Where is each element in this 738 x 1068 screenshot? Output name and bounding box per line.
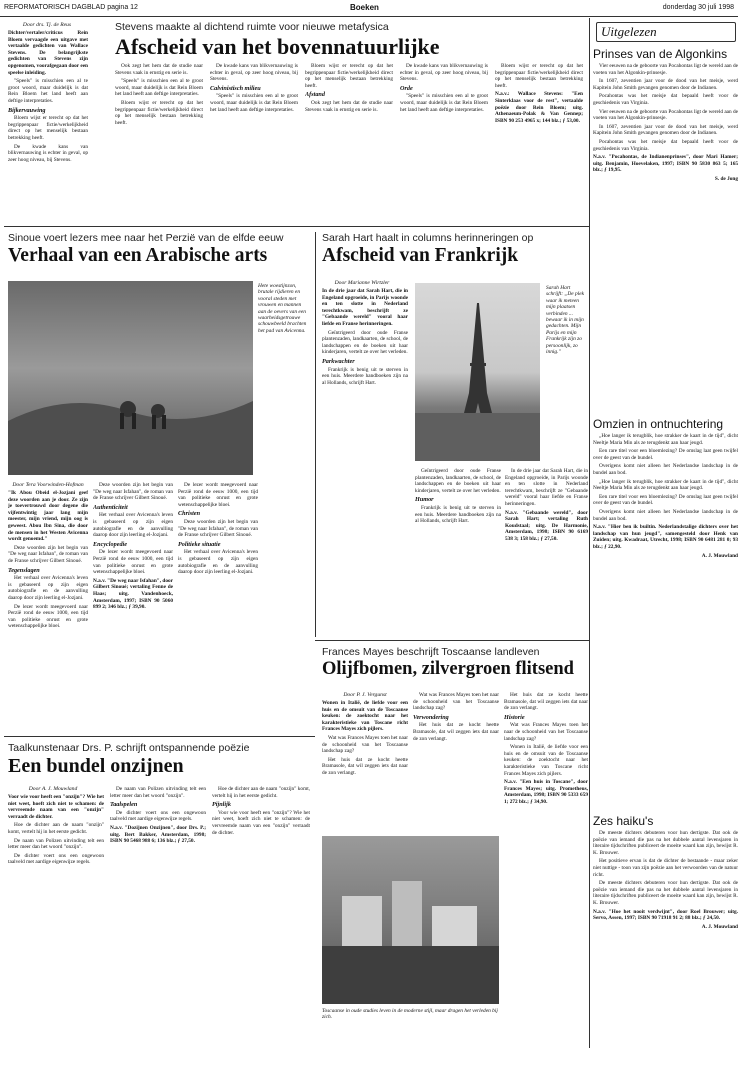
sidebar3-title: Zes haiku's bbox=[593, 814, 654, 828]
article2-para: De lezer wordt meegevoerd naar Perzië rond de eeuw 1000, een tijd van politieke onrust en grote wetenschappelijke bloei. bbox=[93, 549, 173, 576]
sidebar2-body bbox=[593, 433, 738, 751]
sidebar2-info: N.a.v. "Hier ben ik builtin. Nederlandstalige dichters over het landschap van hun jeugd", samengesteld door Henk van Zuiden; uitg. Kwadraat, Utrecht, 1998; ISBN 90 6481 281 0; 93 blz.; ƒ 22,90. bbox=[593, 524, 738, 550]
article2-subhead: Christen bbox=[178, 510, 201, 518]
article4-col3 bbox=[504, 692, 588, 1022]
article4-para: Het huis dat ze kocht heette Bramasole, dat wil zeggen iets dat naar de zon verlangt. bbox=[413, 722, 499, 742]
article1-para: "Speels" is misschien een al te groot woord, maar duidelijk is dat Rein Bloem het land heeft aan deftige interpretaties. bbox=[8, 78, 88, 104]
sidebar3-para: Het positieve ervan is dat de dichter de bestaande - maar zeker niet nuttige - toon van zijn poëzie aan het verwoorden van de natuur richt. bbox=[593, 858, 738, 878]
article1-col2 bbox=[115, 63, 203, 219]
article2-para: Het verhaal over Avicenna's leven is gebaseerd op zijn eigen autobiografie en de aanvulling daarop door zijn leerling el-Jozjani. bbox=[8, 575, 88, 601]
article5-para: Voor wie voor heeft een "onzijn"? Wie het niet weet, hoeft zich niet te schamen: de vervreemde naam van een "onzijn" verraadt de dichter. bbox=[212, 809, 310, 836]
article4-headline: Olijfbomen, zilvergroen flitsend bbox=[322, 660, 574, 679]
article1-subhead: Calvinistisch milieu bbox=[210, 84, 261, 92]
article1-headline: Afscheid van het bovennatuurlijke bbox=[115, 36, 440, 58]
article1-kicker: Stevens maakte al dichtend ruimte voor nieuwe metafysica bbox=[115, 21, 389, 33]
article3-caption: Sarah Hart schrijft: „De plek waar ik meteen mijn plaatsen verbinden ... bewaar ik in mijn gedachten. Mijn Parijs en mijn Frankrijk zijn zo persoonlijk, zo innig." bbox=[546, 285, 585, 356]
article2-para: Deze woorden zijn het begin van "De weg naar Isfahan", de roman van de Franse schrijver Gilbert Sinoué. bbox=[178, 518, 258, 539]
sidebar1-para: Vier eeuwen na de geboorte van Pocahontas ligt de wereld aan de voeten van het Algonkin-prinsesje. bbox=[593, 108, 738, 122]
article2-subhead: Authenticiteit bbox=[93, 503, 128, 511]
sidebar-article-haiku bbox=[593, 815, 738, 1055]
article4-para: Wat was Frances Mayes toen het naar de schoonheid van het Toscaanse landschap zag? bbox=[413, 692, 499, 712]
article3-col2 bbox=[415, 468, 501, 634]
article1-para: De kwade kans van blikvernauwing is echter in geval, op zeer hoog niveau, bij Stevens. bbox=[400, 63, 488, 83]
article3-para: Frankrijk is benig uit te sterven in een huis. Meerdere handboeken zijn na al Hollands, schrijft Hart. bbox=[322, 366, 408, 386]
sidebar2-para: „Hoe langer ik terugblik, hoe strakker de kaart in de tijd", dicht Neeltje Maria Min als ze terugdenkt aan haar jeugd. bbox=[593, 433, 738, 446]
sidebar3-body bbox=[593, 830, 738, 1055]
sidebar1-signature: S. de Jong bbox=[714, 175, 738, 182]
article5-author: Door A. J. Mouwland bbox=[28, 786, 78, 792]
sidebar1-title: Prinses van de Algonkins bbox=[593, 47, 728, 61]
article1-col4 bbox=[305, 63, 393, 219]
sidebar1-info: N.a.v. "Pocahontas, de Indianenprinses", door Mari Hamer; uitg. Benjamin, Hoevelaken, 1997; ISBN 90 5830 863 5; 165 blz.; ƒ 19,95. bbox=[593, 154, 738, 174]
article1-para: "Speels" is misschien een al te groot woord, maar duidelijk is dat Rein Bloem het land heeft aan deftige interpretaties. bbox=[210, 93, 298, 113]
sidebar1-body bbox=[593, 63, 738, 363]
article3-subhead: Parkwachter bbox=[322, 357, 355, 365]
article2-col3 bbox=[178, 482, 258, 728]
article1-col3 bbox=[210, 63, 298, 219]
article4-photo bbox=[322, 836, 499, 1004]
article2-para: Deze woorden zijn het begin van "De weg naar Isfahan", de roman van de Franse schrijver Gilbert Sinoué. bbox=[93, 482, 173, 502]
divider bbox=[315, 640, 589, 641]
article1-para: De kwade kans van blikvernauwing is echter in geval, op zeer hoog niveau, bij Stevens. bbox=[210, 63, 298, 83]
article2-photo bbox=[8, 281, 253, 475]
article1-subhead: Bijkervauwing bbox=[8, 106, 46, 114]
article2-para: Het verhaal over Avicenna's leven is gebaseerd op zijn eigen autobiografie en de aanvulling daarop door zijn leerling el-Jozjani. bbox=[93, 512, 173, 539]
article1-col1 bbox=[8, 30, 88, 218]
article1-para: "Speels" is misschien een al te groot woord, maar duidelijk is dat Rein Bloem het land heeft aan deftige interpretaties. bbox=[400, 93, 488, 113]
article5-subhead: Pijnlijk bbox=[212, 801, 231, 809]
article5-col1 bbox=[8, 794, 104, 1024]
article4-col1 bbox=[322, 700, 408, 830]
sidebar3-para: De meeste dichters debuteren voor hun dertigste. Dat ook de poëzie van iemand die pas na het dubbele aantal levensjaren in literaire tijdschriften publiceert de moeite waard kan zijn, bewijst R. K. Brouwer. bbox=[593, 880, 738, 906]
article1-para: "Speels" is misschien een al te groot woord, maar duidelijk is dat Rein Bloem het land heeft aan deftige interpretaties. bbox=[115, 78, 203, 98]
article1-para: Ook zegt het hem dat de studie naar Stevens vaak in ernstig en serie is. bbox=[115, 63, 203, 76]
uitgelezen-badge bbox=[596, 22, 736, 42]
article2-col1 bbox=[8, 490, 88, 728]
article1-para: Bloem wijst er terecht op dat het begrippenpaar fictie/werkelijkheid direct op het menselijk bestaan betrekking heeft. bbox=[495, 63, 583, 89]
article5-para: De naam van Polizen uitvinding telt een letter meer dan het woord "onzijn". bbox=[8, 837, 104, 851]
article2-para: De lezer wordt meegevoerd naar Perzië rond de eeuw 1000, een tijd van politieke onrust en grote wetenschappelijke bloei. bbox=[178, 482, 258, 508]
sidebar1-para: In 1607, zeventien jaar voor de dood van het meisje, werd Kapitein John Smith gevangen genomen door de Indianen. bbox=[593, 123, 738, 137]
article4-para: Wat was Frances Mayes toen het naar de schoonheid van het Toscaanse landschap zag? bbox=[322, 734, 408, 755]
sidebar2-para: Een rare titel voor een bloemlezing? De omslag laat geen twijfel over de geest van de bundel. bbox=[593, 493, 738, 507]
divider bbox=[4, 736, 315, 737]
article1-para: Bloem wijst er terecht op dat het begrippenpaar fictie/werkelijkheid direct op het menselijk bestaan betrekking heeft. bbox=[115, 99, 203, 126]
article2-author: Door Tera Voorwinden-Hofman bbox=[12, 482, 84, 488]
article4-subhead: Verwondering bbox=[413, 713, 449, 721]
article1-para: Bloem wijst er terecht op dat het begrippenpaar fictie/werkelijkheid direct op het menselijk bestaan betrekking heeft. bbox=[8, 115, 88, 141]
article5-col2 bbox=[110, 786, 206, 1024]
divider bbox=[589, 18, 590, 1048]
tuscan-village-image bbox=[322, 836, 499, 1004]
article4-para: Het huis dat ze kocht heette Bramasole, dat wil zeggen iets dat naar de zon verlangt. bbox=[504, 692, 588, 712]
article1-lead: Dichter/vertaler/criticus Rein Bloem vervaagde een uitgave met vertaalde gedichten van Wallace Stevens. De belangrijkste gedichten van Stevens zijn opgenomen, voorafgegaan door een speelse inleiding. bbox=[8, 30, 88, 76]
article5-para: Hoe de dichter aan de naam "onzijn" komt, vertelt hij in het eerste gedicht. bbox=[8, 822, 104, 835]
article5-para: De dichter voert ons een ongewoon taalveld met aardige eigenwijze regels. bbox=[8, 852, 104, 866]
article5-kicker: Taalkunstenaar Drs. P. schrijft ontspannende poëzie bbox=[8, 742, 250, 754]
sidebar2-para: Een rare titel voor een bloemlezing? De omslag laat geen twijfel over de geest van de bundel. bbox=[593, 448, 738, 461]
article1-para: De kwade kans van blikvernauwing is echter in geval, op zeer hoog niveau, bij Stevens. bbox=[8, 143, 88, 163]
article1-para: Ook zegt het hem dat de studie naar Stevens vaak in ernstig en serie is. bbox=[305, 99, 393, 113]
article5-para: Hoe de dichter aan de naam "onzijn" komt, vertelt hij in het eerste gedicht. bbox=[212, 786, 310, 799]
article3-para: Frankrijk is benig uit te sterven in een huis. Meerdere handboeken zijn na al Hollands, schrijft Hart. bbox=[415, 504, 501, 525]
article3-lead: In de drie jaar dat Sarah Hart, die in Engeland opgroeide, in Parijs woonde en ten slotte in Nederland terechtkwam, beschrijft ze "Gebaande wereld" vooral haar liefde en Franse herinneringen. bbox=[322, 288, 408, 327]
page-header bbox=[0, 0, 738, 17]
article5-subhead: Taalspelen bbox=[110, 801, 138, 809]
page-header-right: donderdag 30 juli 1998 bbox=[662, 4, 734, 11]
divider bbox=[315, 232, 316, 637]
article3-headline: Afscheid van Frankrijk bbox=[322, 246, 519, 266]
article2-kicker: Sinoue voert lezers mee naar het Perzië van de elfde eeuw bbox=[8, 232, 284, 244]
article5-col3 bbox=[212, 786, 310, 1024]
article4-caption: Toscaanse in oude studies leven in de moderne stijl, maar dragen het verleden bij zich. bbox=[322, 1008, 498, 1021]
article1-subhead: Orde bbox=[400, 84, 413, 92]
article3-para: Geïntrigeerd door oude Franse plantenzaden, landkaarten, de school, de landschappen en de boeken uit haar kinderjaren, vertelt ze over het verleden. bbox=[415, 468, 501, 494]
sidebar-article-omzien bbox=[593, 418, 738, 751]
article4-para: Het huis dat ze kocht heette Bramasole, dat wil zeggen iets dat naar de zon verlangt. bbox=[322, 756, 408, 776]
eiffel-tower-image bbox=[415, 283, 540, 461]
sidebar1-para: Pocahontas was het meisje dat bepaald heeft voor de geschiedenis van Virginia. bbox=[593, 138, 738, 152]
divider bbox=[4, 226, 589, 227]
article4-subhead: Historie bbox=[504, 713, 525, 721]
article4-para: Wonen in Italië, de liefde voor een huis en de omsuit van de Toscaanse keuken: de zoektocht naar het karakteristieke van Toscane richt Frances Mayes zich pijlers. bbox=[504, 744, 588, 777]
sidebar2-signature: A. J. Mouwland bbox=[701, 552, 738, 559]
page-header-left: REFORMATORISCH DAGBLAD pagina 12 bbox=[4, 4, 138, 11]
article2-para: Het verhaal over Avicenna's leven is gebaseerd op zijn eigen autobiografie en de aanvulling daarop door zijn leerling el-Jozjani. bbox=[178, 549, 258, 576]
article1-subhead: Afstand bbox=[305, 91, 325, 99]
article3-para: In de drie jaar dat Sarah Hart, die in Engeland opgroeide, in Parijs woonde en ten slotte in Nederland terechtkwam, beschrijft ze "Gebaande wereld" vooral haar liefde en Franse herinneringen. bbox=[505, 468, 588, 507]
article2-caption: Hete woestijnzon, brutale rijdieren en vooral steden met vrouwen en mannen aan de oevers van een waarheidsgetrouwe schouwbeeld brachten het pad van Avicenna. bbox=[258, 283, 307, 334]
sidebar3-info: N.a.v. "Hoe het nooit verdwijnt", door Roel Brouwer; uitg. Servo, Assen, 1997; ISBN 90 71918 91 2; 88 blz.; ƒ 24,50. bbox=[593, 908, 738, 922]
article4-lead: Wonen in Italië, de liefde voor een huis en de omsuit van de Toscaanse keuken: de zoektocht naar het karakteristieke van Toscane richt Frances Mayes zich pijlers. bbox=[322, 700, 408, 733]
article2-subhead: Encyclopedie bbox=[93, 540, 128, 548]
article5-para: De naam van Polizen uitvinding telt een letter meer dan het woord "onzijn". bbox=[110, 786, 206, 799]
article5-headline: Een bundel onzijnen bbox=[8, 756, 184, 776]
article4-author: Door P. J. Vergunst bbox=[343, 692, 387, 698]
desert-caravan-image bbox=[8, 281, 253, 475]
article2-subhead: Tegenslagen bbox=[8, 566, 40, 574]
article4-kicker: Frances Mayes beschrijft Toscaanse landleven bbox=[322, 646, 540, 658]
article2-subhead: Politieke situatie bbox=[178, 540, 221, 548]
sidebar1-para: In 1607, zeventien jaar voor de dood van het meisje, werd Kapitein John Smith gevangen genomen door de Indianen. bbox=[593, 78, 738, 91]
article2-lead: "Ik Abou Obeid el-Jozjani geef deze woorden aan je door. Ze zijn je toevertrouwd door degene die vijfentwintig jaar lang mijn meester, mijn vriend, mijn oog is geweest. Abou Ibn Sina, die door de mensen in het Westen Avicenna wordt genoemd." bbox=[8, 490, 88, 543]
sidebar1-para: Vier eeuwen na de geboorte van Pocahontas ligt de wereld aan de voeten van het Algonkin-prinsesje. bbox=[593, 63, 738, 76]
article2-para: De lezer wordt meegevoerd naar Perzië rond de eeuw 1000, een tijd van politieke onrust en grote wetenschappelijke bloei. bbox=[8, 603, 88, 630]
article5-lead: Voor wie voor heeft een "onzijn"? Wie het niet weet, hoeft zich niet te schamen: de vervreemde naam van een "onzijn" verraadt de dichter. bbox=[8, 794, 104, 820]
article1-author: Door drs. Tj. de Reus bbox=[22, 22, 72, 28]
article5-info: N.a.v. "Dozijnen Onzijnen", door Drs. P.; uitg. Bert Bakker, Amsterdam, 1998; ISBN 90 5468 988 6; 136 blz.; ƒ 27,50. bbox=[110, 824, 206, 845]
sidebar2-para: Overigens komt niet alleen het Nederlandse landschap in de bundel aan bod. bbox=[593, 463, 738, 476]
article3-info: N.a.v. "Gebaande wereld", door Sarah Hart; vertaling Ruth Koudstaal; uitg. De Harmonie, Amsterdam, 1998; ISBN 90 6169 538 3; 158 blz.; ƒ 27,50. bbox=[505, 509, 588, 542]
sidebar2-title: Omzien in ontnuchtering bbox=[593, 417, 724, 431]
article4-para: Wat was Frances Mayes toen het naar de schoonheid van het Toscaanse landschap zag? bbox=[504, 722, 588, 742]
article3-author: Door Marianne Wirtzler bbox=[334, 280, 390, 286]
article1-col6 bbox=[495, 63, 583, 219]
article2-info: N.a.v. "De weg naar Isfahan", door Gilbert Sinoué; vertaling Fenne de Haas; uitg. Vandenhoeck, Amsterdam, 1997; ISBN 90 5060 899 2; 346 blz.; ƒ 39,90. bbox=[93, 577, 173, 611]
sidebar1-para: Pocahontas was het meisje dat bepaald heeft voor de geschiedenis van Virginia. bbox=[593, 93, 738, 106]
sidebar3-para: De meeste dichters debuteren voor hun dertigste. Dat ook de poëzie van iemand die pas na het dubbele aantal levensjaren in literaire tijdschriften publiceert de moeite waard kan zijn, bewijst R. K. Brouwer. bbox=[593, 830, 738, 856]
article1-para: Bloem wijst er terecht op dat het begrippenpaar fictie/werkelijkheid direct op het menselijk bestaan betrekking heeft. bbox=[305, 63, 393, 89]
article5-para: De dichter voert ons een ongewoon taalveld met aardige eigenwijze regels. bbox=[110, 809, 206, 823]
uitgelezen-label: Uitgelezen bbox=[601, 24, 657, 39]
article3-col3 bbox=[505, 468, 588, 634]
article3-photo bbox=[415, 283, 540, 461]
sidebar2-para: „Hoe langer ik terugblik, hoe strakker de kaart in de tijd", dicht Neeltje Maria Min als ze terugdenkt aan haar jeugd. bbox=[593, 478, 738, 492]
article4-info: N.a.v. "Een huis in Toscane", door Frances Mayes; uitg. Prometheus, Amsterdam, 1998; ISBN 90 5333 659 1; 272 blz.; ƒ 34,90. bbox=[504, 779, 588, 805]
article3-kicker: Sarah Hart haalt in columns herinneringen op bbox=[322, 232, 534, 244]
section-title: Boeken bbox=[350, 3, 379, 12]
sidebar3-signature: A. J. Mouwland bbox=[701, 923, 738, 930]
article1-col5 bbox=[400, 63, 488, 219]
article2-para: Deze woorden zijn het begin van "De weg naar Isfahan", de roman van de Franse schrijver Gilbert Sinoué. bbox=[8, 544, 88, 564]
article4-col2 bbox=[413, 692, 499, 830]
article3-para: Geïntrigeerd door oude Franse plantenzaden, landkaarten, de school, de landschappen en de boeken uit haar kinderjaren, vertelt ze over het verleden. bbox=[322, 329, 408, 356]
article1-info: N.a.v.: Wallace Stevens: "Een Sinterklaas voor de rest", vertaalde poëzie door Rein Bloem; uitg. Athenaeum-Polak & Van Gennep; ISBN 90 253 4965 x; 144 blz.; ƒ 53,00. bbox=[495, 91, 583, 124]
article3-col1 bbox=[322, 288, 408, 536]
article3-subhead: Humor bbox=[415, 496, 434, 504]
sidebar2-para: Overigens komt niet alleen het Nederlandse landschap in de bundel aan bod. bbox=[593, 508, 738, 522]
sidebar-article-pocahontas bbox=[593, 48, 738, 363]
article2-headline: Verhaal van een Arabische arts bbox=[8, 246, 268, 266]
article2-col2 bbox=[93, 482, 173, 728]
